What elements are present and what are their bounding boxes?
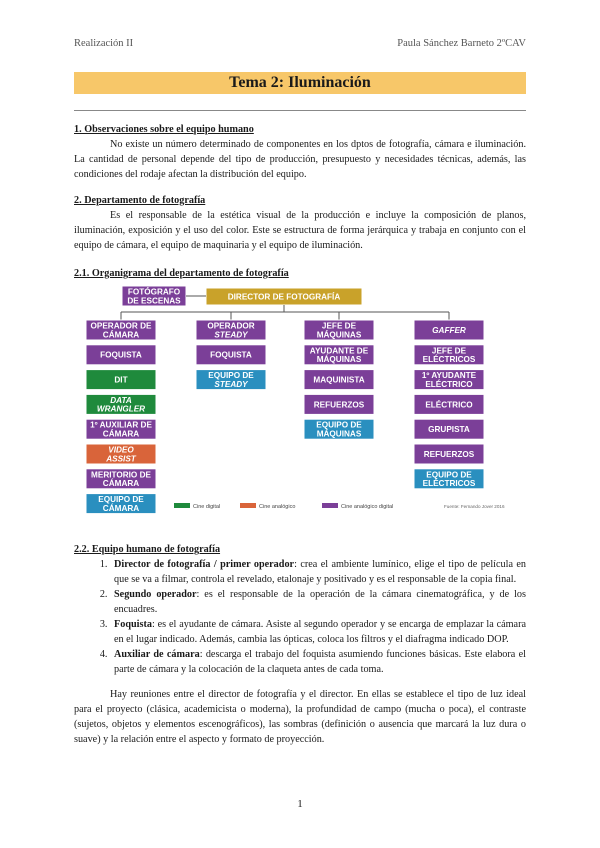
org-node-c4-3-label: 1º AYUDANTE	[421, 371, 477, 381]
item-desc: : crea el ambiente lumínico, elige el tipo de película en que se va a filmar, controla el revelado, etalonaje y positivado y es el responsable de la copia final.	[114, 559, 526, 585]
chart-source: Fuente: Fernando Jover 2016	[444, 504, 505, 509]
org-node-c4-2-label: ELÉCTRICOS	[422, 355, 476, 365]
org-node-c3-1-label: JEFE DE	[321, 321, 357, 331]
title-rule	[74, 110, 526, 111]
section-1-heading: 1. Observaciones sobre el equipo humano	[74, 124, 254, 135]
roles-list	[74, 557, 526, 677]
org-node-c1-4-label: DATA	[110, 395, 132, 405]
section-2	[74, 193, 526, 253]
page-number: 1	[297, 798, 303, 810]
legend-swatch	[174, 503, 190, 508]
org-node-c2-2-label: FOQUISTA	[210, 350, 252, 360]
section-2-heading: 2. Departamento de fotografía	[74, 195, 206, 206]
org-node-c1-5-label: 1º AUXILIAR DE	[90, 420, 152, 430]
org-node-c1-6-label: VIDEO	[108, 445, 134, 455]
item-term: Segundo operador	[114, 589, 197, 600]
legend-swatch	[322, 503, 338, 508]
org-node-c1-7-label: MERITORIO DE	[91, 470, 151, 480]
legend-label: Cine digital	[193, 504, 221, 510]
section-2-text: Es el responsable de la estética visual de la producción e incluye la composición de planos, iluminación, exposición y el uso del color. Este se estructura de forma jerárquica y trabaja en conjunto con el equipo de cámara, el equipo de maquinaria y el equipo de iluminación.	[74, 210, 526, 251]
item-desc: : es el responsable de la operación de la cámara cinematográfica, y de los encuadres.	[114, 589, 526, 615]
org-node-c3-1-label: MÁQUINAS	[316, 330, 362, 340]
item-term: Director de fotografía / primer operador	[114, 559, 295, 570]
org-node-c1-7-label: CÁMARA	[102, 479, 140, 489]
org-node-c4-4-label: ELÉCTRICO	[425, 400, 473, 410]
org-node-c1-8-label: EQUIPO DE	[98, 495, 144, 505]
org-node-c3-4-label: REFUERZOS	[313, 400, 365, 410]
org-node-c2-1-label: STEADY	[214, 330, 248, 340]
legend-label: Cine analógico	[259, 504, 296, 510]
org-node-c4-2-label: JEFE DE	[431, 346, 467, 356]
org-node-c2-3-label: STEADY	[214, 379, 248, 389]
item-desc: : es el ayudante de cámara. Asiste al segundo operador y se encarga de emplazar la cámara en el lugar indicado. Además, cambia las ópticas, coloca los filtros y el diafragma indicado DOP.	[114, 619, 526, 645]
org-node-c4-7-label: ELÉCTRICOS	[422, 479, 476, 489]
photographer-node-label: DE ESCENAS	[127, 296, 181, 306]
org-node-c4-7-label: EQUIPO DE	[426, 470, 472, 480]
list-item	[110, 557, 526, 587]
header-left: Realización II	[74, 38, 134, 49]
header-right: Paula Sánchez Barneto 2ºCAV	[397, 38, 526, 49]
list-item	[110, 647, 526, 677]
org-node-c3-5-label: EQUIPO DE	[316, 420, 362, 430]
org-node-c4-1-label: GAFFER	[432, 325, 466, 335]
org-node-c1-1-label: OPERADOR DE	[90, 321, 152, 331]
legend-label: Cine analógico digital	[341, 504, 394, 510]
org-node-c1-8-label: CÁMARA	[102, 503, 140, 513]
legend-swatch	[240, 503, 256, 508]
section-1-text: No existe un número determinado de componentes en los dptos de fotografía, cámara e iluminación. La cantidad de personal depende del tipo de producción, presupuesto y necesidades técnicas, además, las condiciones del rodaje afectan la distribución del equipo.	[74, 139, 526, 180]
section-2-2	[74, 542, 526, 747]
page-title: Tema 2: Iluminación	[74, 72, 526, 94]
director-node-label: DIRECTOR DE FOTOGRAFÍA	[227, 292, 341, 302]
org-node-c2-1-label: OPERADOR	[207, 321, 255, 331]
org-node-c1-3-label: DIT	[114, 375, 128, 385]
org-node-c1-2-label: FOQUISTA	[100, 350, 142, 360]
org-node-c3-5-label: MÁQUINAS	[316, 429, 362, 439]
org-node-c1-6-label: ASSIST	[106, 454, 136, 464]
item-desc: : descarga el trabajo del foquista asumiendo funciones básicas. Este elabora el parte de cámara y la colocación de la claqueta antes de cada toma.	[114, 649, 526, 675]
org-node-c4-3-label: ELÉCTRICO	[425, 379, 473, 389]
section-2-1	[74, 266, 526, 281]
org-node-c1-5-label: CÁMARA	[102, 429, 140, 439]
photographer-node-label: FOTÓGRAFO	[127, 287, 181, 297]
org-node-c1-4-label: WRANGLER	[96, 404, 146, 414]
org-node-c4-5-label: GRUPISTA	[428, 425, 470, 435]
org-node-c4-6-label: REFUERZOS	[423, 449, 475, 459]
section-1	[74, 122, 526, 182]
org-node-c3-2-label: MÁQUINAS	[316, 355, 362, 365]
org-node-c2-3-label: EQUIPO DE	[208, 371, 254, 381]
org-node-c1-1-label: CÁMARA	[102, 330, 140, 340]
list-item	[110, 617, 526, 647]
item-term: Foquista	[114, 619, 152, 630]
list-item	[110, 587, 526, 617]
org-node-c3-2-label: AYUDANTE DE	[309, 346, 369, 356]
org-node-c3-3-label: MAQUINISTA	[313, 375, 365, 385]
item-term: Auxiliar de cámara	[114, 649, 200, 660]
section-2-1-heading: 2.1. Organigrama del departamento de fotografía	[74, 268, 289, 279]
section-2-2-heading: 2.2. Equipo humano de fotografía	[74, 544, 221, 555]
closing-paragraph: Hay reuniones entre el director de fotografía y el director. En ellas se establece el tipo de luz ideal para el proyecto (clásica, academicista o moderna), la profundidad de campo (mucha o poca), el contraste (sujetos, objetos y elementos escenográficos), las sombras (definición o ausencia que marcará la luz dura o suave) y la relación entre el aspecto y formato de proyección.	[74, 689, 526, 745]
org-chart	[86, 284, 516, 520]
